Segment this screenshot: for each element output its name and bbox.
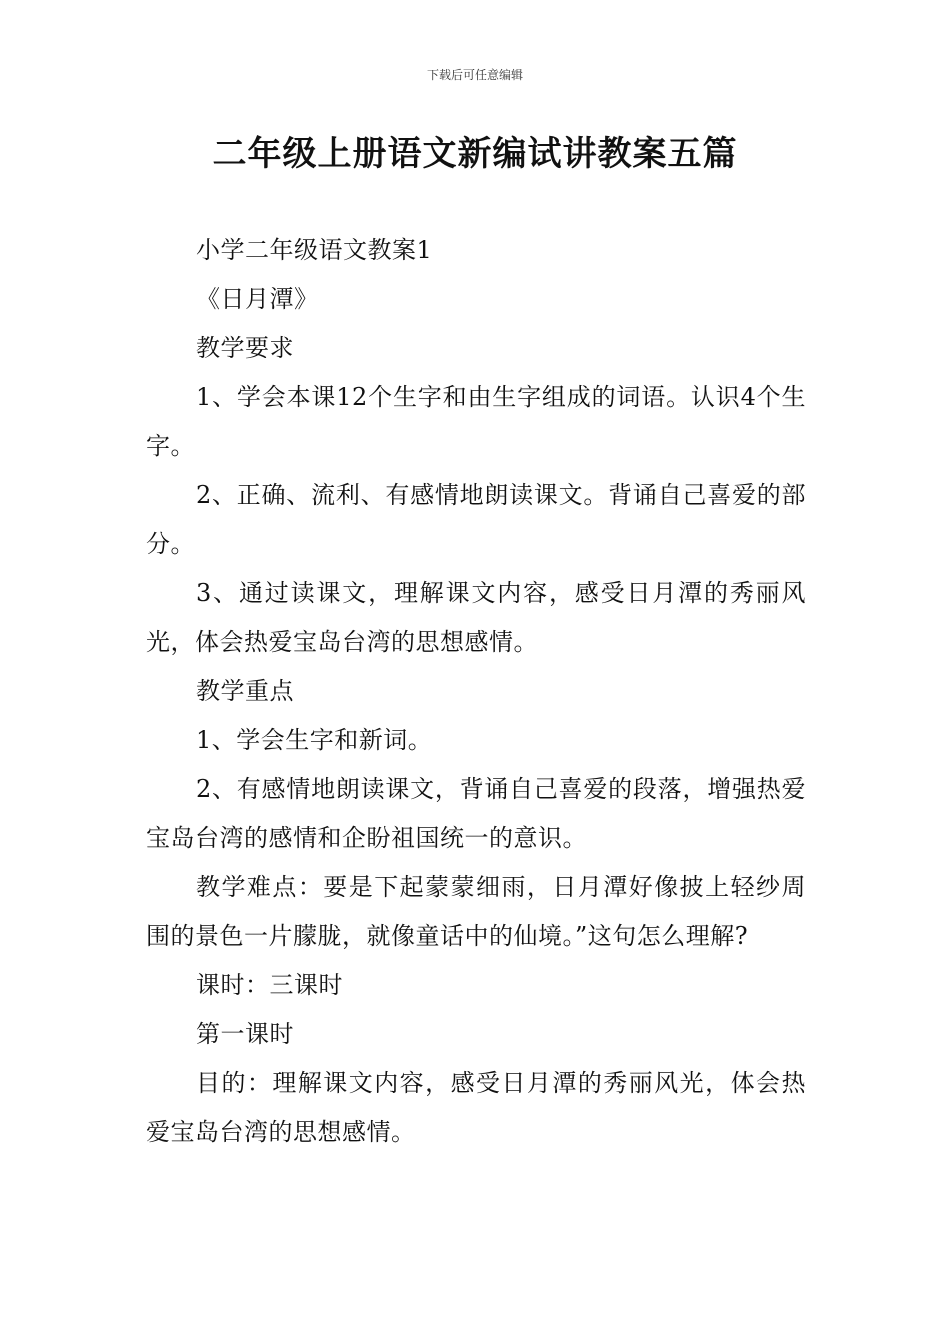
paragraph-key-points-heading: 教学重点 xyxy=(196,677,294,705)
document-title: 二年级上册语文新编试讲教案五篇 xyxy=(212,134,738,174)
header-note: 下载后可任意编辑 xyxy=(426,68,523,82)
paragraph-objective: 目的：理解课文内容，感受日月潭的秀丽风光，体会热爱宝岛台湾的思想感情。 xyxy=(146,1069,806,1146)
paragraph-lesson-title: 《日月潭》 xyxy=(196,285,319,313)
paragraph-requirement-2: 2、正确、流利、有感情地朗读课文。背诵自己喜爱的部分。 xyxy=(146,481,806,558)
paragraph-key-point-1: 1、学会生字和新词。 xyxy=(196,726,433,754)
paragraph-class-hours: 课时：三课时 xyxy=(196,971,343,999)
paragraph-lesson-heading: 小学二年级语文教案1 xyxy=(196,236,433,264)
paragraph-difficulty: 教学难点：要是下起蒙蒙细雨，日月潭好像披上轻纱周围的景色一片朦胧，就像童话中的仙境。”这句怎么理解? xyxy=(146,873,806,950)
paragraph-requirements-heading: 教学要求 xyxy=(196,334,294,362)
paragraph-requirement-1: 1、学会本课12个生字和由生字组成的词语。认识4个生字。 xyxy=(146,383,806,460)
paragraph-first-class: 第一课时 xyxy=(196,1020,294,1048)
paragraph-requirement-3: 3、通过读课文，理解课文内容，感受日月潭的秀丽风光，体会热爱宝岛台湾的思想感情。 xyxy=(146,579,806,656)
paragraph-key-point-2: 2、有感情地朗读课文，背诵自己喜爱的段落，增强热爱宝岛台湾的感情和企盼祖国统一的意识。 xyxy=(146,775,806,852)
document-body xyxy=(146,226,806,1157)
